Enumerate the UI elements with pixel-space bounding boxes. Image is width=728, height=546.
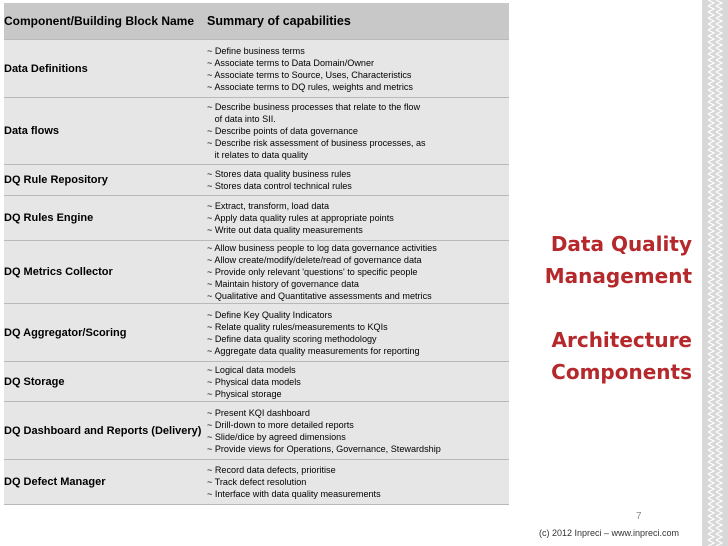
capability-item: ~ Describe business processes that relate to the flow — [207, 102, 421, 112]
capability-list — [207, 196, 509, 241]
slide-number: 7 — [636, 511, 642, 522]
capability-list — [207, 460, 509, 505]
capability-item: ~ Extract, transform, load data — [207, 201, 330, 211]
capability-list — [207, 402, 509, 460]
component-name: DQ Rules Engine — [4, 196, 207, 241]
capability-item: ~ Allow business people to log data governance activities — [207, 243, 437, 253]
capability-list — [207, 98, 509, 165]
slide-title — [545, 228, 692, 388]
table-row — [4, 304, 509, 362]
capability-item: ~ Stores data control technical rules — [207, 181, 352, 191]
capability-item: ~ Associate terms to Data Domain/Owner — [207, 57, 375, 68]
table-row — [4, 98, 509, 165]
capability-item: ~ Provide views for Operations, Governance, Stewardship — [207, 443, 441, 454]
table-row — [4, 196, 509, 241]
capability-list — [207, 165, 509, 196]
capability-item: ~ Define business terms — [207, 45, 305, 56]
table-header-row — [4, 3, 509, 40]
table-row — [4, 402, 509, 460]
zigzag-border-decoration — [702, 0, 728, 546]
capability-item: ~ Slide/dice by agreed dimensions — [207, 431, 346, 442]
capability-item: ~ Aggregate data quality measurements for reporting — [207, 345, 420, 356]
capabilities-table — [4, 3, 509, 505]
capability-item: ~ Provide only relevant 'questions' to specific people — [207, 267, 418, 277]
capability-list — [207, 304, 509, 362]
table-row — [4, 460, 509, 505]
capability-item: ~ Define data quality scoring methodology — [207, 333, 377, 344]
capability-item: ~ Maintain history of governance data — [207, 279, 359, 289]
table-row — [4, 165, 509, 196]
component-name: Data flows — [4, 98, 207, 165]
capability-list — [207, 362, 509, 402]
capability-item: ~ Logical data models — [207, 364, 296, 375]
capability-item: ~ Apply data quality rules at appropriate points — [207, 213, 394, 223]
title-line-4: Components — [551, 360, 692, 384]
component-name: DQ Storage — [4, 362, 207, 402]
component-name: DQ Metrics Collector — [4, 241, 207, 304]
capability-item: ~ Associate terms to Source, Uses, Characteristics — [207, 69, 412, 80]
title-line-2: Management — [544, 264, 692, 288]
component-name: DQ Defect Manager — [4, 460, 207, 505]
capability-item: of data into SII. — [207, 114, 276, 124]
capability-item: ~ Describe risk assessment of business processes, as — [207, 138, 426, 148]
capability-item: ~ Relate quality rules/measurements to KQIs — [207, 321, 388, 332]
component-name: DQ Dashboard and Reports (Delivery) — [4, 402, 207, 460]
component-name: Data Definitions — [4, 40, 207, 98]
capability-item: ~ Associate terms to DQ rules, weights and metrics — [207, 81, 413, 92]
capability-item: ~ Present KQI dashboard — [207, 407, 310, 418]
capability-item: ~ Define Key Quality Indicators — [207, 309, 333, 320]
copyright-text: (c) 2012 Inpreci – www.inpreci.com — [539, 528, 680, 538]
capability-item: ~ Describe points of data governance — [207, 126, 358, 136]
table-row — [4, 40, 509, 98]
capability-item: ~ Physical data models — [207, 376, 301, 387]
header-summary: Summary of capabilities — [207, 3, 509, 40]
header-component-name: Component/Building Block Name — [4, 3, 207, 40]
capability-item: ~ Allow create/modify/delete/read of governance data — [207, 255, 422, 265]
capability-item: ~ Drill-down to more detailed reports — [207, 419, 354, 430]
capability-item: ~ Stores data quality business rules — [207, 169, 351, 179]
title-line-1: Data Quality — [550, 232, 692, 256]
capability-item: ~ Physical storage — [207, 388, 282, 399]
component-name: DQ Aggregator/Scoring — [4, 304, 207, 362]
table-row — [4, 362, 509, 402]
capability-item: it relates to data quality — [207, 150, 309, 160]
capability-item: ~ Track defect resolution — [207, 477, 307, 487]
capability-item: ~ Write out data quality measurements — [207, 225, 363, 235]
table-row — [4, 241, 509, 304]
capability-list — [207, 241, 509, 304]
capability-list — [207, 40, 509, 98]
capability-item: ~ Qualitative and Quantitative assessments and metrics — [207, 291, 432, 301]
capability-item: ~ Record data defects, prioritise — [207, 465, 336, 475]
title-line-3: Architecture — [551, 328, 692, 352]
capability-item: ~ Interface with data quality measurements — [207, 489, 381, 499]
component-name: DQ Rule Repository — [4, 165, 207, 196]
